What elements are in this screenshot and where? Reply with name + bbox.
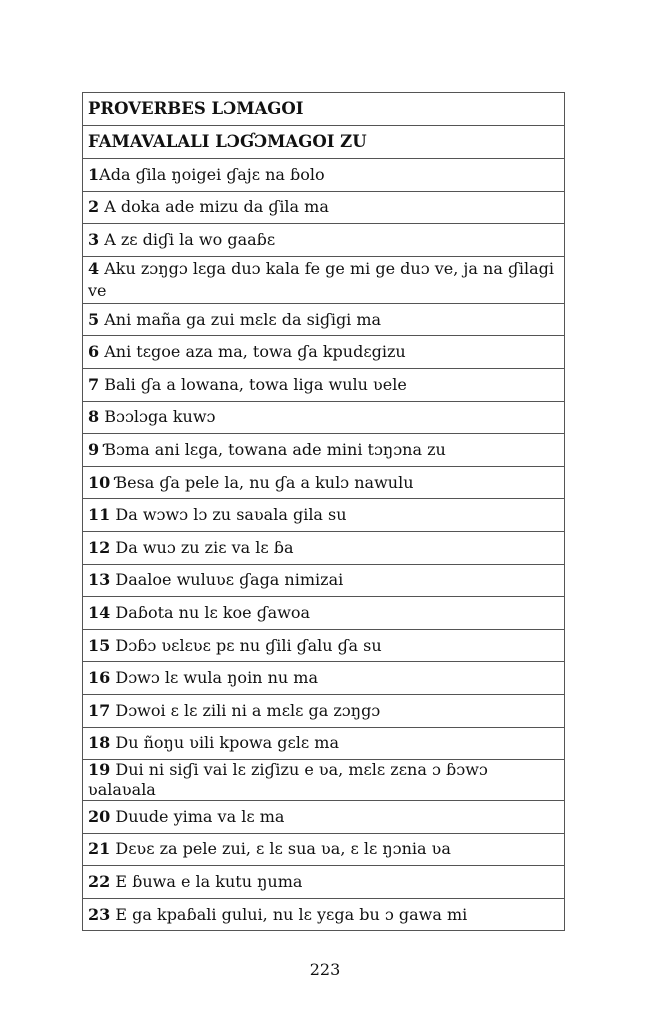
proverb-text: A zɛ diɠi la wo gaaɓɛ xyxy=(104,229,276,249)
proverb-text: Duude yima va lɛ ma xyxy=(115,806,285,826)
proverb-text: Ada ɠila ŋoigei ɠajɛ na ɓolo xyxy=(99,164,325,184)
proverb-text: Dɔwoi ɛ lɛ zili ni a mɛlɛ ga zɔŋgɔ xyxy=(115,700,381,720)
proverb-cell xyxy=(83,368,565,401)
proverb-text: Du ñoŋu ʋili kpowa gɛlɛ ma xyxy=(115,733,339,753)
proverb-number: 17 xyxy=(88,700,111,720)
header-title-cell: PROVERBES LƆMAGOI xyxy=(83,93,565,126)
proverbs-table xyxy=(82,92,565,931)
proverb-row xyxy=(83,801,565,834)
proverb-number: 14 xyxy=(88,602,111,622)
proverb-number: 4 xyxy=(88,258,100,278)
proverb-text: Ani tɛgoe aza ma, towa ɠa kpudɛgizu xyxy=(104,342,406,362)
proverb-number: 2 xyxy=(88,197,100,217)
proverb-text: Da wɔwɔ lɔ zu saʋala gila su xyxy=(115,505,347,525)
proverb-cell xyxy=(83,256,565,303)
proverb-number: 16 xyxy=(88,668,111,688)
proverb-text: E ɓuwa e la kutu ŋuma xyxy=(115,872,303,892)
proverb-row xyxy=(83,727,565,760)
proverb-row xyxy=(83,191,565,224)
proverb-text: Da wuɔ zu ziɛ va lɛ ɓa xyxy=(115,537,294,557)
proverb-cell xyxy=(83,727,565,760)
proverb-cell xyxy=(83,303,565,336)
proverb-number: 22 xyxy=(88,872,111,892)
proverb-cell xyxy=(83,191,565,224)
proverb-cell xyxy=(83,499,565,532)
proverb-cell xyxy=(83,564,565,597)
proverb-text: A doka ade mizu da ɠila ma xyxy=(104,197,329,217)
proverb-cell xyxy=(83,597,565,630)
proverb-row xyxy=(83,564,565,597)
proverb-number: 5 xyxy=(88,309,100,329)
proverb-text: Dɛʋɛ za pele zui, ɛ lɛ sua ʋa, ɛ lɛ ŋɔnia ʋa xyxy=(115,839,451,859)
proverb-number: 9 xyxy=(88,439,100,459)
table-header-row xyxy=(83,126,565,159)
proverb-cell xyxy=(83,898,565,931)
proverb-cell xyxy=(83,629,565,662)
proverb-cell xyxy=(83,833,565,866)
proverb-number: 19 xyxy=(88,760,111,780)
proverb-number: 20 xyxy=(88,806,111,826)
proverb-row xyxy=(83,629,565,662)
proverb-text: Ɓesa ɠa pele la, nu ɠa a kulɔ nawulu xyxy=(115,472,414,492)
proverb-row xyxy=(83,336,565,369)
proverb-number: 8 xyxy=(88,407,100,427)
proverb-cell xyxy=(83,434,565,467)
proverb-row xyxy=(83,662,565,695)
proverb-number: 13 xyxy=(88,570,111,590)
proverb-number: 21 xyxy=(88,839,111,859)
proverb-text: Bali ɠa a lowana, towa liga wulu ʋele xyxy=(104,374,407,394)
proverb-number: 11 xyxy=(88,505,111,525)
proverb-cell xyxy=(83,336,565,369)
proverb-text: E ga kpaɓali gului, nu lɛ yɛga bu ɔ gawa mi xyxy=(115,904,468,924)
page-number: 223 xyxy=(309,960,341,979)
proverb-cell xyxy=(83,224,565,257)
proverb-number: 1 xyxy=(88,164,100,184)
proverb-cell xyxy=(83,159,565,192)
proverb-text: Daaloe wuluʋɛ ɠaga nimizai xyxy=(115,570,344,590)
proverb-number: 15 xyxy=(88,635,111,655)
proverb-row xyxy=(83,531,565,564)
proverb-number: 18 xyxy=(88,733,111,753)
table-header-row xyxy=(83,93,565,126)
proverb-row xyxy=(83,256,565,303)
proverb-cell xyxy=(83,466,565,499)
proverb-cell xyxy=(83,801,565,834)
proverb-number: 6 xyxy=(88,342,100,362)
proverb-text: Aku zɔŋgɔ lɛga duɔ kala fe ge mi ge duɔ ve, ja na ɠilagi ve xyxy=(88,258,554,300)
proverb-row xyxy=(83,159,565,192)
proverb-cell xyxy=(83,662,565,695)
proverb-text: Daɓota nu lɛ koe ɠawoa xyxy=(115,602,311,622)
proverb-text: Bɔɔlɔga kuwɔ xyxy=(104,407,216,427)
proverb-row xyxy=(83,499,565,532)
proverb-cell xyxy=(83,694,565,727)
proverb-text: Ani maña ga zui mɛlɛ da siɠigi ma xyxy=(104,309,382,329)
proverb-row xyxy=(83,401,565,434)
proverb-text: Dɔwɔ lɛ wula ŋoin nu ma xyxy=(115,668,318,688)
proverb-text: Dɔɓɔ ʋɛlɛʋɛ pɛ nu ɠili ɠalu ɠa su xyxy=(115,635,382,655)
proverb-cell xyxy=(83,531,565,564)
proverb-cell xyxy=(83,866,565,899)
proverb-text: Ɓɔma ani lɛga, towana ade mini tɔŋɔna zu xyxy=(104,439,446,459)
proverb-row xyxy=(83,866,565,899)
proverb-text: Dui ni siɠi vai lɛ ziɠizu e ʋa, mɛlɛ zɛna ɔ ɓɔwɔ ʋalaʋala xyxy=(88,760,488,800)
header-subtitle-cell: FAMAVALALI LƆƓƆMAGOI ZU xyxy=(83,126,565,159)
proverb-number: 12 xyxy=(88,537,111,557)
proverb-number: 3 xyxy=(88,229,100,249)
proverb-row xyxy=(83,434,565,467)
proverb-cell xyxy=(83,401,565,434)
proverb-row xyxy=(83,466,565,499)
proverb-cell xyxy=(83,760,565,801)
proverb-row xyxy=(83,303,565,336)
proverb-row xyxy=(83,898,565,931)
proverbs-table-body xyxy=(83,93,565,931)
proverb-row xyxy=(83,368,565,401)
proverb-number: 7 xyxy=(88,374,100,394)
proverb-row xyxy=(83,224,565,257)
proverb-row xyxy=(83,597,565,630)
proverb-row xyxy=(83,694,565,727)
proverb-number: 10 xyxy=(88,472,111,492)
proverb-row xyxy=(83,760,565,801)
proverb-number: 23 xyxy=(88,904,111,924)
proverb-row xyxy=(83,833,565,866)
